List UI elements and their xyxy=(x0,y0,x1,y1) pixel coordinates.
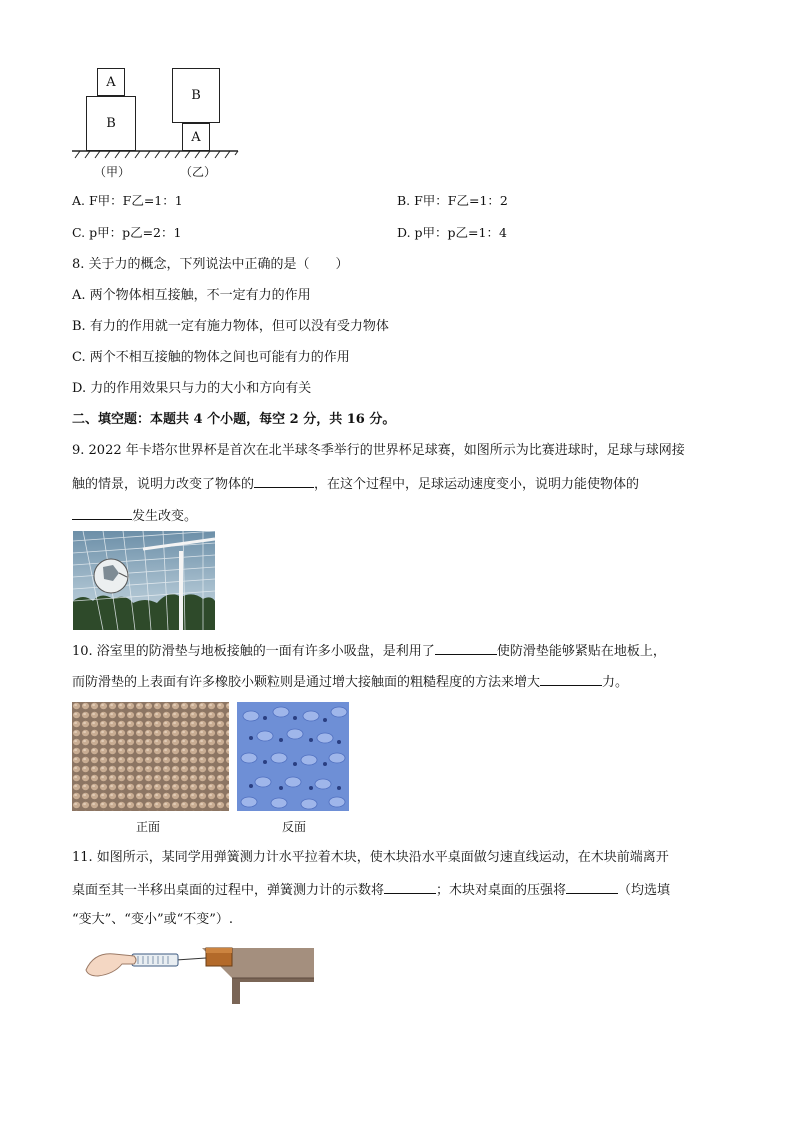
soccer-net-photo xyxy=(73,531,215,630)
caption-front: 正面 xyxy=(136,820,161,834)
block-label: A xyxy=(191,129,201,145)
block-label: B xyxy=(106,116,116,131)
q10-text-b: 使防滑垫能够紧贴在地板上， xyxy=(496,644,666,659)
caption-jia: （甲） xyxy=(94,165,131,179)
q7-option-c: C. p甲：p乙=2：1 xyxy=(72,225,182,240)
q8-option-c: C. 两个不相互接触的物体之间也可能有力的作用 xyxy=(72,350,350,365)
q9-blank-1[interactable] xyxy=(254,474,314,488)
block-jia-top xyxy=(97,68,125,96)
q10-text-d: 力。 xyxy=(602,675,629,690)
q11-blank-1[interactable] xyxy=(384,880,436,894)
q9-text-b: ，在这个过程中，足球运动速度变小，说明力能使物体的 xyxy=(314,477,640,492)
q11-line1: 11. 如图所示，某同学用弹簧测力计水平拉着木块，使木块沿水平桌面做匀速直线运动，在木块前端离开 xyxy=(72,850,669,865)
q11-text-c: （均选填 xyxy=(618,883,671,898)
q11-text-a: 桌面至其一半移出桌面的过程中，弹簧测力计的示数将 xyxy=(72,883,385,898)
spring-scale-figure xyxy=(84,940,316,1006)
caption-back: 反面 xyxy=(282,820,307,834)
q9-line3 xyxy=(72,506,197,526)
block-yi-top xyxy=(172,68,220,123)
q9-line2 xyxy=(72,474,639,494)
q8-stem: 8. 关于力的概念，下列说法中正确的是（ ） xyxy=(72,257,349,272)
q7-option-a: A. F甲：F乙=1：1 xyxy=(72,193,183,208)
q10-blank-2[interactable] xyxy=(540,672,602,686)
q8-option-d: D. 力的作用效果只与力的大小和方向有关 xyxy=(72,381,312,396)
q11-line3: “变大”、“变小”或“不变”）. xyxy=(72,912,234,927)
q11-blank-2[interactable] xyxy=(566,880,618,894)
q7-option-d: D. p甲：p乙=1：4 xyxy=(397,225,507,240)
q10-text-c: 而防滑垫的上表面有许多橡胶小颗粒则是通过增大接触面的粗糙程度的方法来增大 xyxy=(72,675,541,690)
mat-front-photo xyxy=(72,702,229,811)
ground-hatch xyxy=(70,150,240,160)
q10-line2 xyxy=(72,672,628,692)
caption-yi: （乙） xyxy=(180,165,217,179)
q10-line1 xyxy=(72,641,666,661)
block-yi-bottom xyxy=(182,123,210,151)
q7-option-b: B. F甲：F乙=1：2 xyxy=(397,193,508,208)
q8-option-b: B. 有力的作用就一定有施力物体，但可以没有受力物体 xyxy=(72,319,389,334)
q10-blank-1[interactable] xyxy=(435,641,497,655)
block-label: A xyxy=(106,74,116,90)
q10-text-a: 10. 浴室里的防滑垫与地板接触的一面有许多小吸盘，是利用了 xyxy=(72,644,435,659)
mat-back-photo xyxy=(237,702,349,811)
q8-option-a: A. 两个物体相互接触，不一定有力的作用 xyxy=(72,288,311,303)
blocks-figure xyxy=(70,66,240,181)
q9-text-c: 发生改变。 xyxy=(132,509,198,524)
q11-text-b: ；木块对桌面的压强将 xyxy=(436,883,567,898)
q9-line1: 9. 2022 年卡塔尔世界杯是首次在北半球冬季举行的世界杯足球赛，如图所示为比赛进球时，足球与球网接 xyxy=(72,443,685,458)
block-jia-bottom xyxy=(86,96,136,151)
section-title: 二、填空题：本题共 4 个小题，每空 2 分，共 16 分。 xyxy=(72,412,396,427)
q11-line2 xyxy=(72,880,670,900)
q9-text-a: 触的情景，说明力改变了物体的 xyxy=(72,477,255,492)
block-label: B xyxy=(191,88,201,103)
q9-blank-2[interactable] xyxy=(72,506,132,520)
